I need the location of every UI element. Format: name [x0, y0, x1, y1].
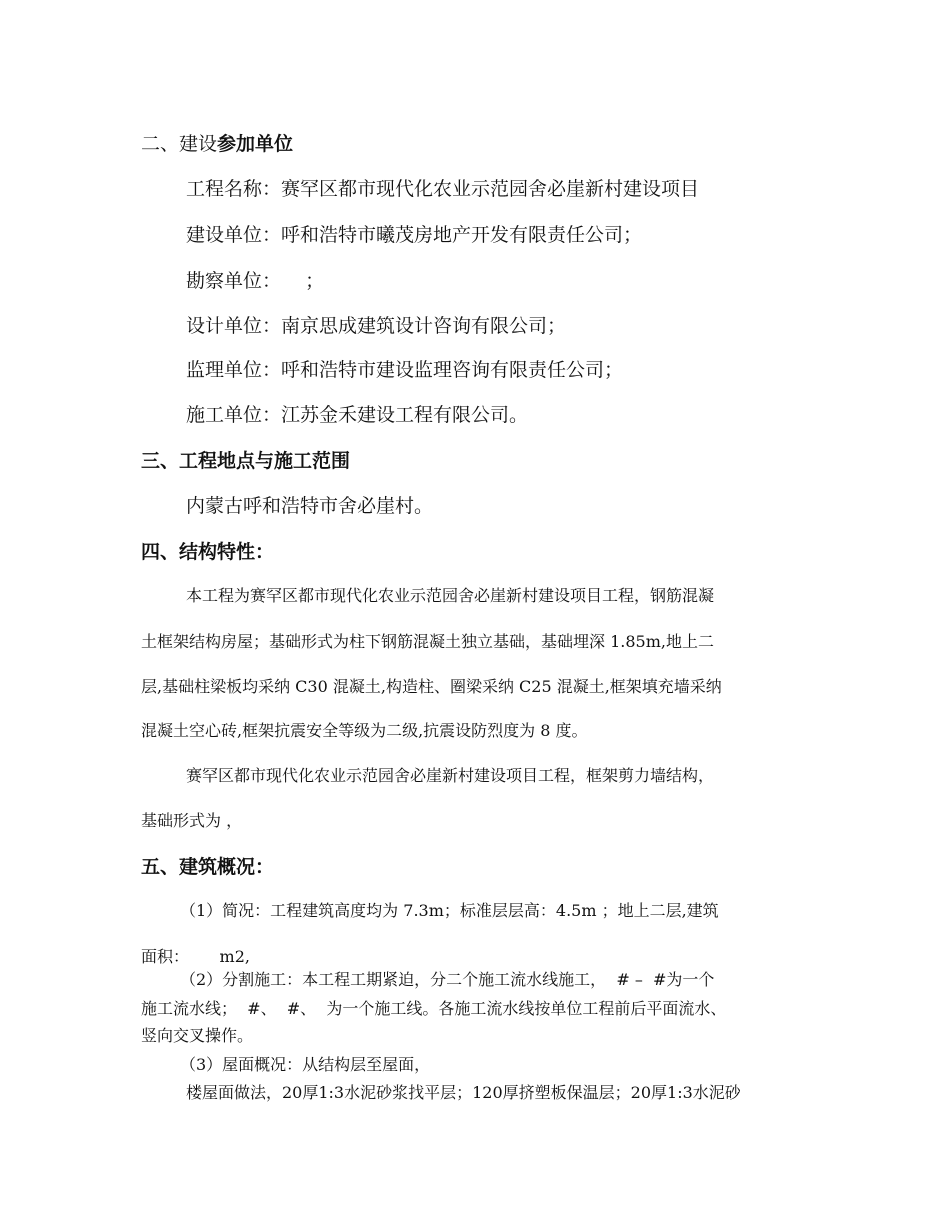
section-2-heading [141, 129, 293, 156]
overview-item-2-line: 竖向交叉操作。 [141, 1026, 254, 1045]
overview-item-3-line: （3）屋面概况：从结构层至屋面， [180, 1055, 431, 1074]
section-2-heading-title: 参加单位 [217, 133, 294, 155]
structure-paragraph-line: 赛罕区都市现代化农业示范园舍必崖新村建设项目工程，框架剪力墙结构， [186, 766, 715, 785]
overview-item-2-line: （2）分割施工：本工程工期紧迫，分二个施工流水线施工， # – #为一个 [180, 970, 715, 989]
survey-unit: 勘察单位： ； [186, 270, 325, 292]
client-unit: 建设单位：呼和浩特市曦茂房地产开发有限责任公司； [186, 224, 643, 246]
structure-paragraph-line: 基础形式为 ， [141, 811, 243, 830]
overview-item-2-line: 施工流水线； #、 #、 为一个施工线。各施工流水线按单位工程前后平面流水、 [141, 999, 727, 1018]
contractor-unit: 施工单位：江苏金禾建设工程有限公司。 [186, 404, 529, 426]
structure-paragraph-line: 土框架结构房屋；基础形式为柱下钢筋混凝土独立基础，基础埋深 1.85m,地上二 [141, 632, 714, 651]
structure-paragraph-line: 层,基础柱梁板均采纳 C30 混凝土,构造柱、圈梁采纳 C25 混凝土,框架填充墙采纳 [141, 677, 722, 696]
section-2-heading-prefix: 二、建设 [141, 133, 218, 155]
project-location: 内蒙古呼和浩特市舍必崖村。 [186, 495, 434, 517]
overview-item-1-line: 面积： m2, [141, 947, 250, 966]
overview-item-3-line: 楼屋面做法，20厚1:3水泥砂浆找平层；120厚挤塑板保温层；20厚1:3水泥砂 [186, 1083, 741, 1102]
section-4-heading: 四、结构特性： [141, 541, 275, 563]
structure-paragraph-line: 混凝土空心砖,框架抗震安全等级为二级,抗震设防烈度为 8 度。 [141, 721, 588, 740]
overview-item-1-line: （1）简况：工程建筑高度均为 7.3m；标准层层高：4.5m ；地上二层,建筑 [180, 901, 719, 920]
section-3-heading: 三、工程地点与施工范围 [141, 450, 351, 472]
project-name: 工程名称：赛罕区都市现代化农业示范园舍必崖新村建设项目 [186, 178, 700, 200]
section-5-heading: 五、建筑概况： [141, 856, 275, 878]
structure-paragraph-line: 本工程为赛罕区都市现代化农业示范园舍必崖新村建设项目工程，钢筋混凝 [186, 586, 715, 605]
supervision-unit: 监理单位：呼和浩特市建设监理咨询有限责任公司； [186, 359, 624, 381]
design-unit: 设计单位：南京思成建筑设计咨询有限公司； [186, 315, 567, 337]
